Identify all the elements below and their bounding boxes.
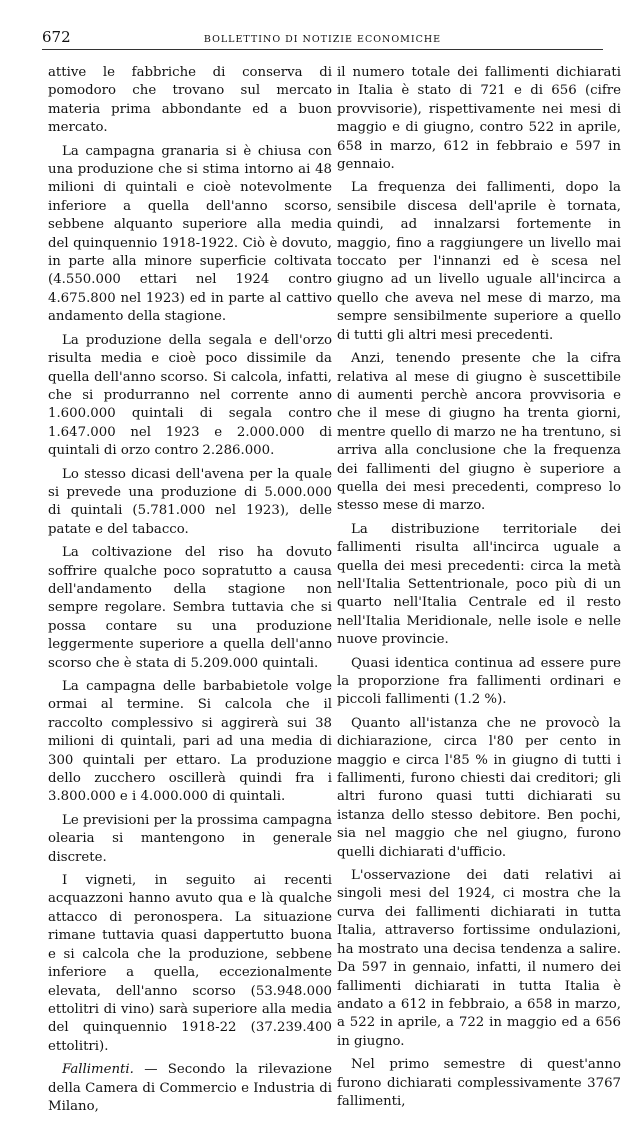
page-header (42, 28, 603, 48)
paragraph: il numero totale dei fallimenti dichiarati in Italia è stato di 721 e di 656 (cifre provvisorie), rispettivamente nei mesi di maggio e di giugno, contro 522 in aprile, 658 in marzo, 612 in febbraio e 597 in gennaio. (337, 65, 621, 173)
paragraph: La frequenza dei fallimenti, dopo la sensibile discesa dell'aprile è tornata, quindi, ad innalzarsi fortemente in maggio, fino a raggiungere un livello mai toccato per l'innanzi ed è scesa nel giugno ad un livello uguale all'incirca a quello che aveva nel mese di marzo, ma sempre sensibilmente superiore a quello di tutti gli altri mesi precedenti. (337, 180, 621, 343)
paragraph: attive le fabbriche di conserva di pomodoro che trovano sul mercato materia prima abbondante ed a buon mercato. (48, 65, 332, 136)
paragraph: Le previsioni per la prossima campagna olearia si mantengono in generale discrete. (48, 812, 332, 865)
paragraph: La produzione della segala e dell'orzo risulta media e cioè poco dissimile da quella dell'anno scorso. Si calcola, infatti, che si produrranno nel corrente anno 1.600.000 quintali di segala contro 1.647.000 nel 1923 e 2.000.000 di quintali di orzo contro 2.286.000. (48, 332, 332, 459)
header-rule (42, 49, 603, 50)
paragraph: L'osservazione dei dati relativi ai singoli mesi del 1924, ci mostra che la curva dei fallimenti dichiarati in tutta Italia, attraverso fortissime ondulazioni, ha mostrato una decisa tendenza a salire. Da 597 in gennaio, infatti, il numero dei fallimenti dichiarati in tutta Italia è andato a 612 in febbraio, a 658 in marzo, a 522 in aprile, a 722 in maggio ed a 656 in giugno. (337, 868, 621, 1049)
paragraph: Nel primo semestre di quest'anno furono dichiarati complessivamente 3767 fallimenti, (337, 1057, 621, 1109)
paragraph: Lo stesso dicasi dell'avena per la quale si prevede una produzione di 5.000.000 di quintali (5.781.000 nel 1923), delle patate e del tabacco. (48, 466, 332, 537)
page-number: 672 (42, 28, 71, 46)
paragraph: La coltivazione del riso ha dovuto soffrire qualche poco sopratutto a causa dell'andamento della stagione non sempre regolare. Sembra tuttavia che si possa contare su una produzione leggermente superiore a quella dell'anno scorso che è stata di 5.209.000 quintali. (48, 545, 332, 671)
right-column (337, 64, 621, 1116)
section-lead: Fallimenti. (62, 1062, 134, 1078)
running-title: BOLLETTINO DI NOTIZIE ECONOMICHE (203, 34, 442, 45)
paragraph: Quanto all'istanza che ne provocò la dichiarazione, circa l'80 per cento in maggio e circa l'85 % in giugno di tutti i fallimenti, furono chiesti dai creditori; gli altri furono quasi tutti dichiarati su istanza dello stesso debitore. Ben pochi, sia nel maggio che nel giugno, furono quelli dichiarati d'ufficio. (337, 715, 621, 860)
section-paragraph (48, 1061, 332, 1116)
left-column (48, 64, 332, 1121)
paragraph: La campagna delle barbabietole volge ormai al termine. Si calcola che il raccolto complessivo si aggirerà sui 38 milioni di quintali, pari ad una media di 300 quintali per ettaro. La produzione dello zucchero oscillerà quindi fra i 3.800.000 e i 4.000.000 di quintali. (48, 679, 332, 805)
paragraph: La campagna granaria si è chiusa con una produzione che si stima intorno ai 48 milioni di quintali e cioè notevolmente inferiore a quella dell'anno scorso, sebbene alquanto superiore alla media del quinquennio 1918-1922. Ciò è dovuto, in parte alla minore superficie coltivata (4.550.000 ettari nel 1924 contro 4.675.800 nel 1923) ed in parte al cattivo andamento della stagione. (48, 143, 332, 325)
paragraph: I vigneti, in seguito ai recenti acquazzoni hanno avuto qua e là qualche attacco di peronospera. La situazione rimane tuttavia quasi dappertutto buona e si calcola che la produzione, sebbene inferiore a quella, eccezionalmente elevata, dell'anno scorso (53.948.000 ettolitri di vino) sarà superiore alla media del quinquennio 1918-22 (37.239.400 ettolitri). (48, 873, 332, 1054)
paragraph: Anzi, tenendo presente che la cifra relativa al mese di giugno è suscettibile di aumenti perchè ancora provvisoria e che il mese di giugno ha trenta giorni, mentre quello di marzo ne ha trentuno, si arriva alla conclusione che la frequenza dei fallimenti del giugno è superiore a quella dei mesi precedenti, compreso lo stesso mese di marzo. (337, 351, 621, 514)
paragraph: La distribuzione territoriale dei fallimenti risulta all'incirca uguale a quella dei mesi precedenti: circa la metà nell'Italia Settentrionale, poco più di un quarto nell'Italia Centrale ed il resto nell'Italia Meridionale, nelle isole e nelle nuove provincie. (337, 521, 621, 648)
section-text: — Secondo la rilevazione della Camera di Commercio e Industria di Milano, (48, 1062, 332, 1114)
paragraph: Quasi identica continua ad essere pure la proporzione fra fallimenti ordinari e piccoli fallimenti (1.2 %). (337, 655, 621, 708)
